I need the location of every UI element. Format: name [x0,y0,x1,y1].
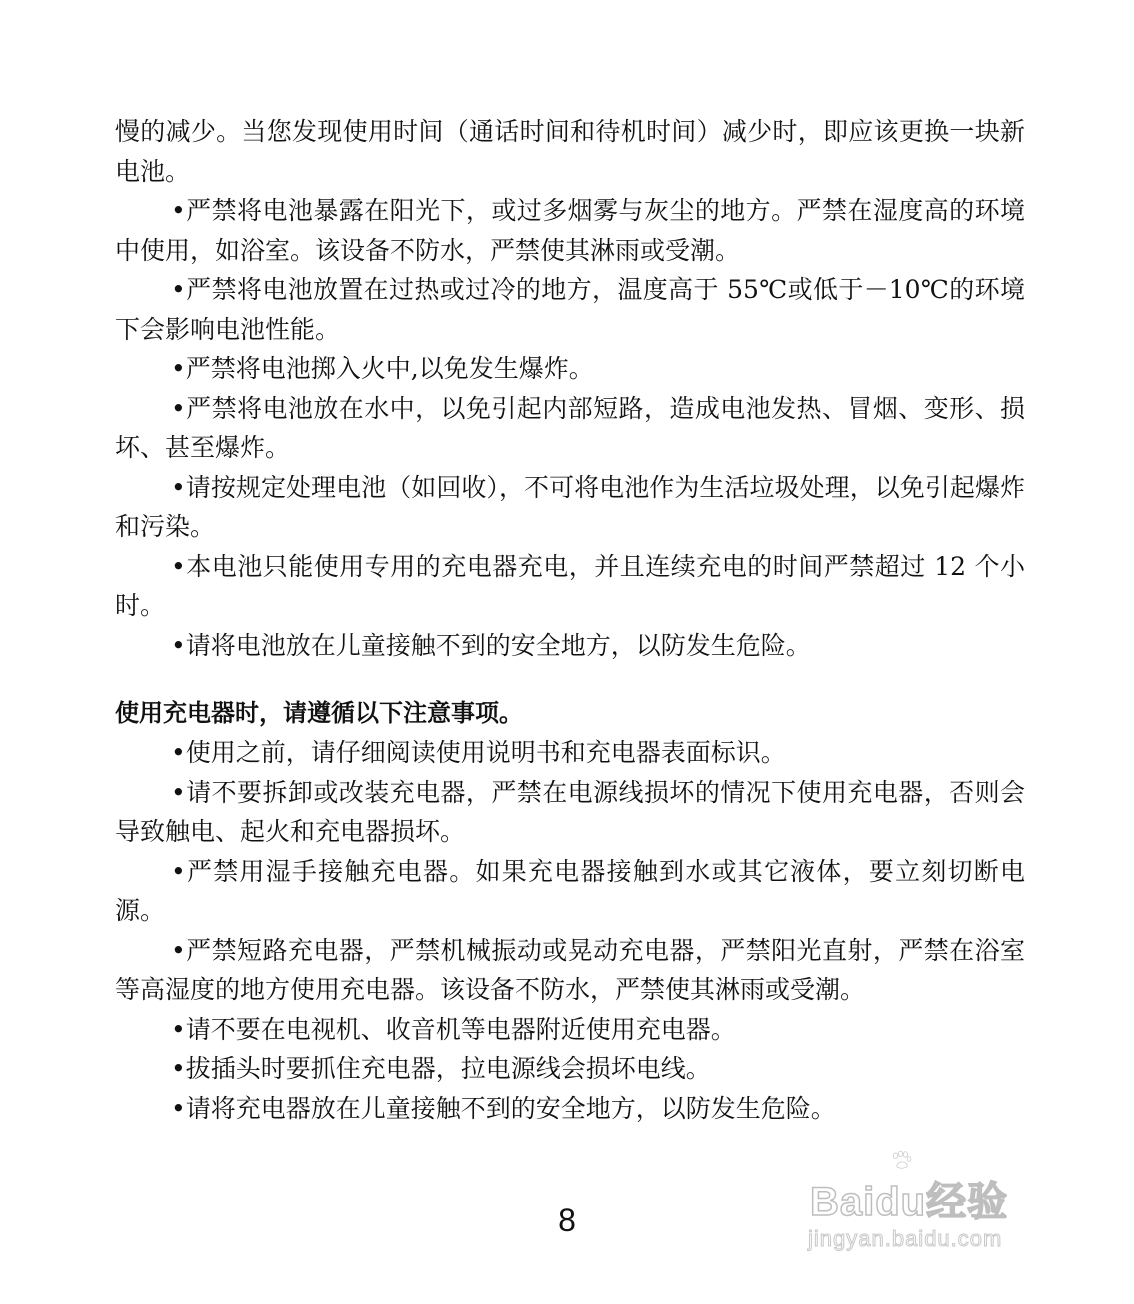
watermark-url: jingyan.baidu.com [808,1226,1003,1251]
baidu-watermark [800,1130,1070,1260]
bullet-battery-fire: •严禁将电池掷入火中,以免发生爆炸。 [171,354,594,383]
section-spacer [115,665,1025,693]
bullet-charger-read-manual: •使用之前，请仔细阅读使用说明书和充电器表面标识。 [171,738,786,767]
bullet-battery-sunlight: •严禁将电池暴露在阳光下，或过多烟雾与灰尘的地方。严禁在湿度高的环境中使用，如浴室。该设备不防水，严禁使其淋雨或受潮。 [115,196,1025,265]
document-page [115,112,1025,1128]
bullet-charger-children: •请将充电器放在儿童接触不到的安全地方，以防发生危险。 [171,1093,836,1123]
bullet-battery-children: •请将电池放在儿童接触不到的安全地方，以防发生危险。 [171,630,811,660]
bullet-battery-temperature: •严禁将电池放置在过热或过冷的地方，温度高于 55℃或低于－10℃的环境下会影响电池性能。 [115,275,1025,344]
bullet-charger-short-circuit: •严禁短路充电器，严禁机械振动或晃动充电器，严禁阳光直射，严禁在浴室等高湿度的地方使用充电器。该设备不防水，严禁使其淋雨或受潮。 [115,935,1025,1004]
bullet-charger-unplug: •拔插头时要抓住充电器，拉电源线会损坏电线。 [171,1054,711,1083]
bullet-battery-disposal: •请按规定处理电池（如回收），不可将电池作为生活垃圾处理，以免引起爆炸和污染。 [115,472,1025,541]
charger-section-heading: 使用充电器时，请遵循以下注意事项。 [115,699,523,727]
paragraph-battery-intro: 慢的减少。当您发现使用时间（通话时间和待机时间）减少时，即应该更换一块新电池。 [115,117,1025,186]
page-number: 8 [558,1202,576,1238]
watermark-brand: Baidu经验 [810,1180,1009,1224]
bullet-charger-tv-radio: •请不要在电视机、收音机等电器附近使用充电器。 [171,1014,736,1044]
bullet-battery-charging: •本电池只能使用专用的充电器充电，并且连续充电的时间严禁超过 12 个小时。 [115,551,1025,620]
bullet-charger-wet-hands: •严禁用湿手接触充电器。如果充电器接触到水或其它液体，要立刻切断电源。 [115,856,1025,925]
bullet-charger-disassemble: •请不要拆卸或改装充电器，严禁在电源线损坏的情况下使用充电器，否则会导致触电、起火和充电器损坏。 [115,777,1025,846]
bullet-battery-water: •严禁将电池放在水中，以免引起内部短路，造成电池发热、冒烟、变形、损坏、甚至爆炸。 [115,393,1025,462]
